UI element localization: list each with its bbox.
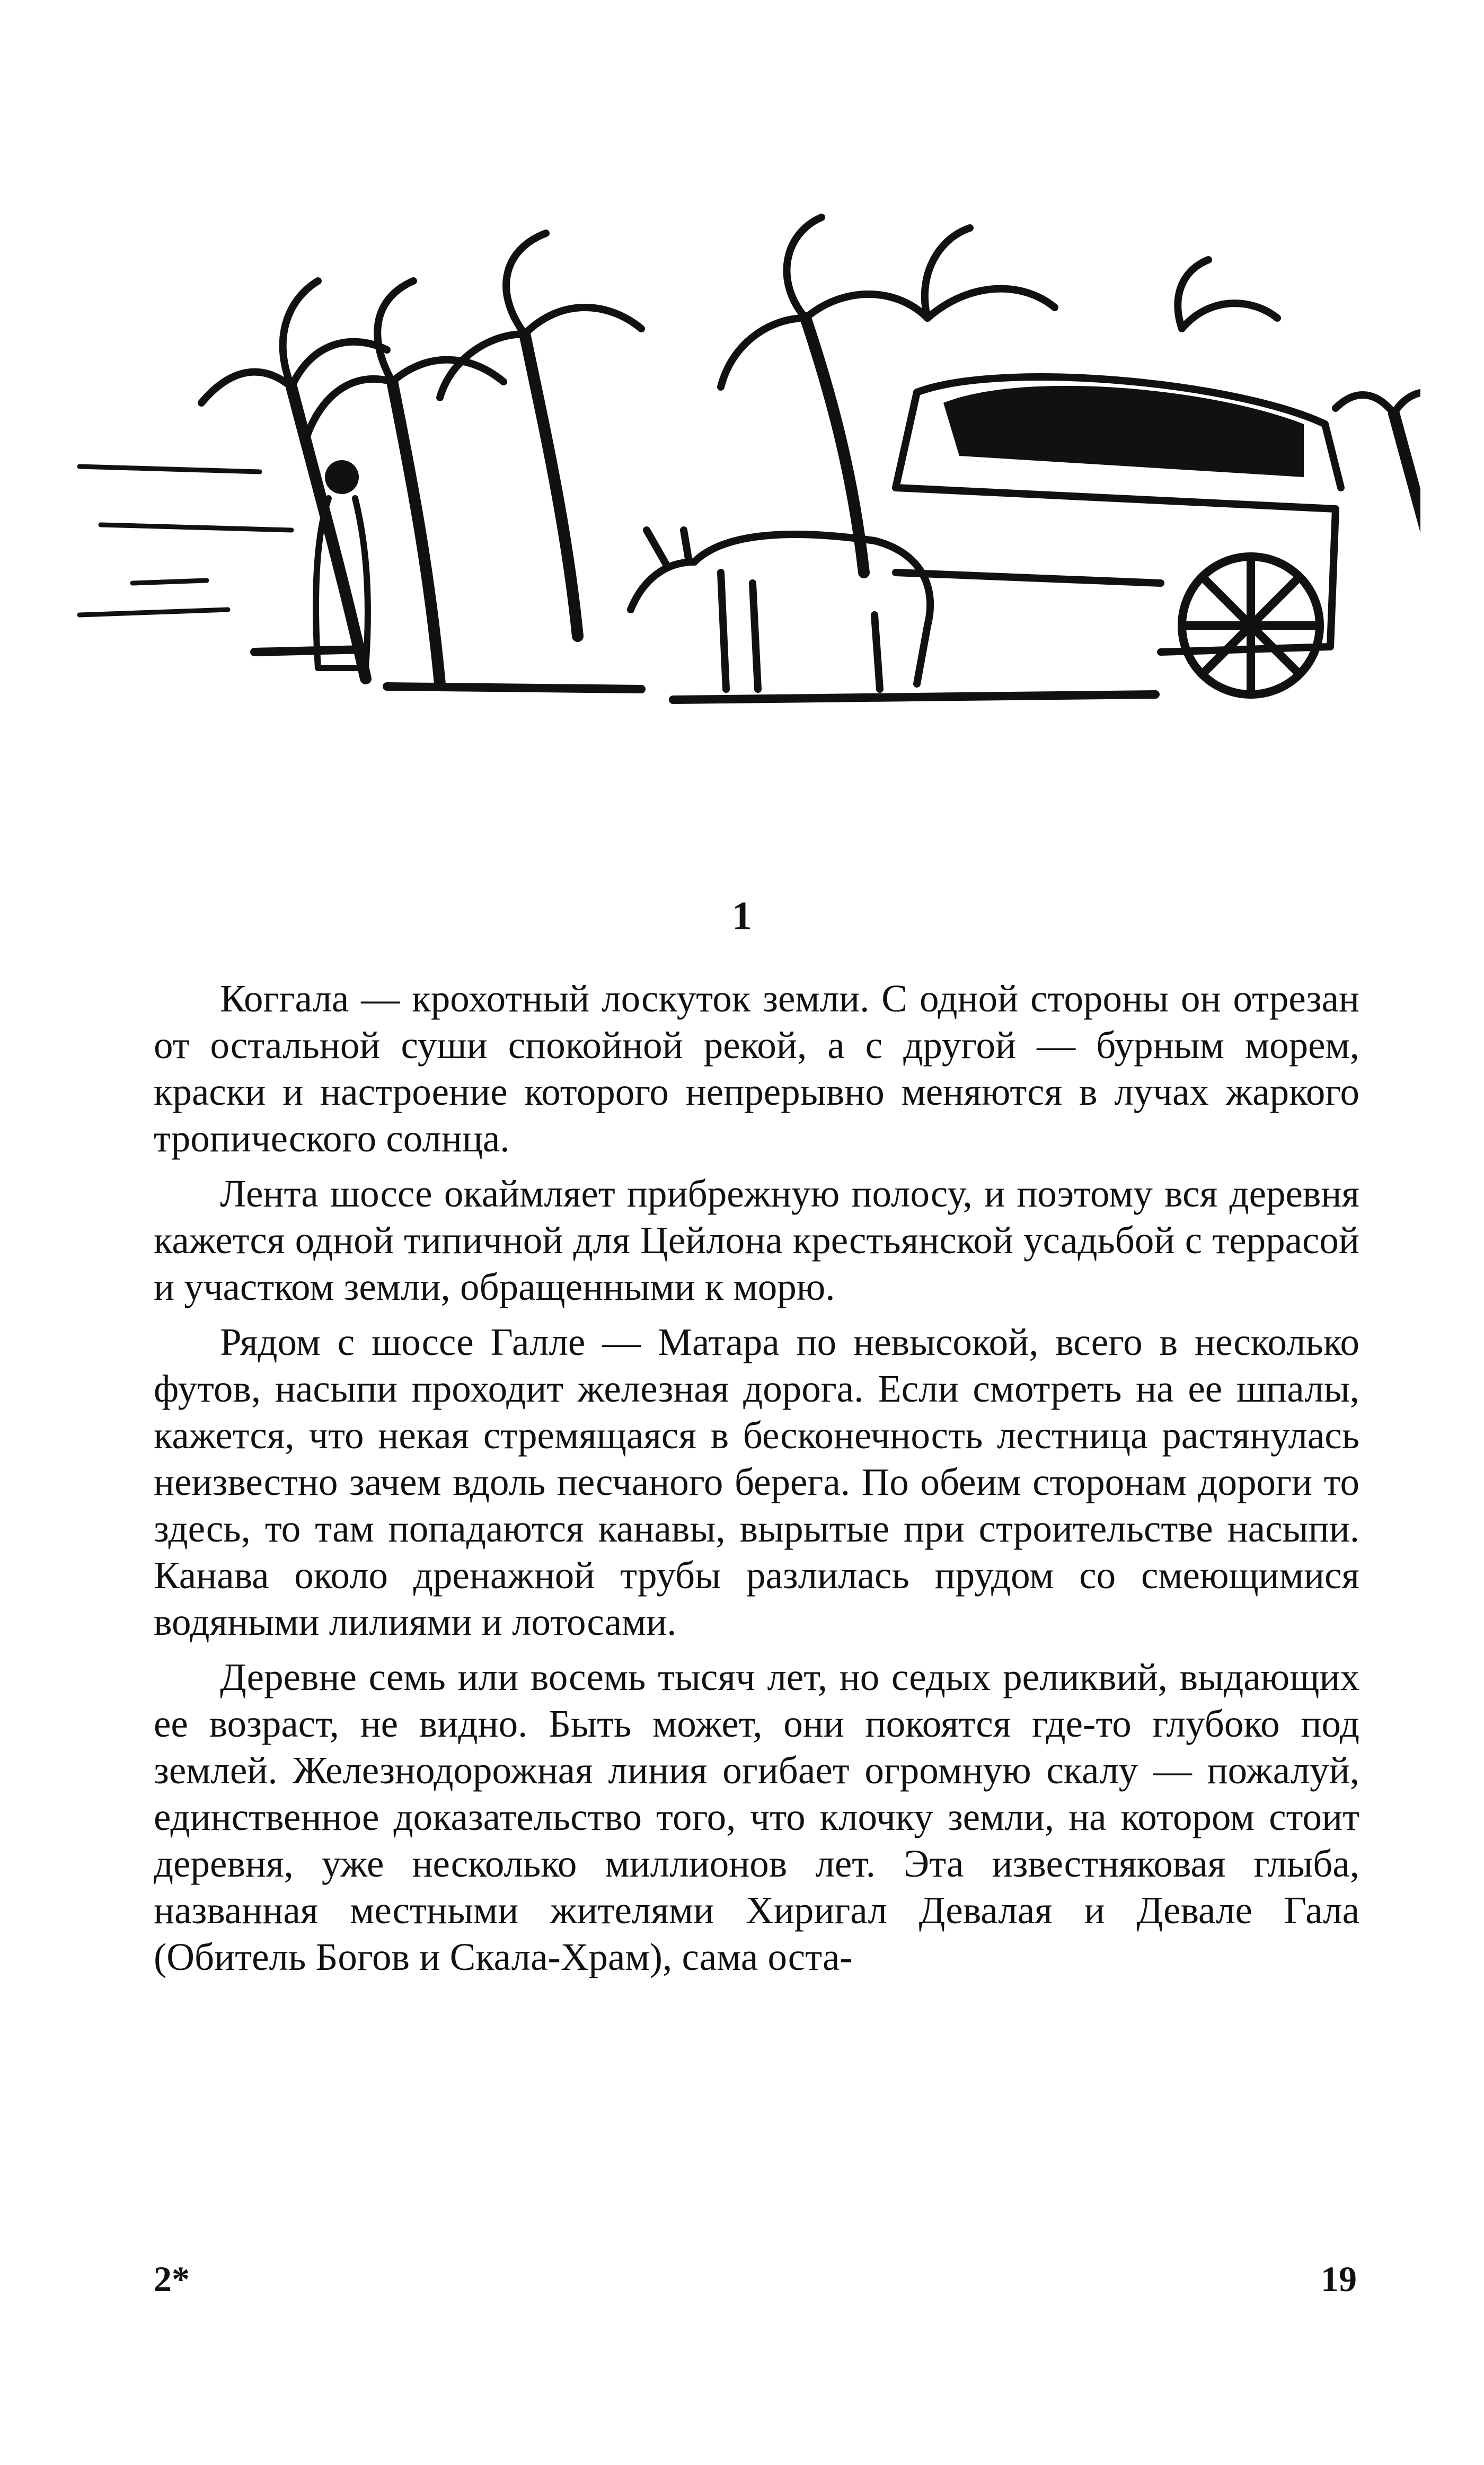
paragraph-2: Лента шоссе окаймляет прибрежную полосу, и поэтому вся деревня кажется одной типичной для Цейлона крестьянской усадьбой с террасой и участком земли, обращенными к морю. <box>154 1172 1359 1308</box>
text-body <box>154 975 1359 1989</box>
cart-wheel <box>1182 557 1320 694</box>
paragraph-4: Деревне семь или восемь тысяч лет, но седых реликвий, выдающих ее возраст, не видно. Быть может, они покоятся где-то глубоко под землей. Железнодорожная линия огибает огромную скалу — пожалуй, единственное доказательство того, что клочку земли, на котором стоит деревня, уже несколько миллионов лет. Эта известняковая глыба, названная местными жителями Хиригал Девалая и Девале Гала (Обитель Богов и Скала-Храм), сама оста- <box>154 1656 1359 1978</box>
sea-horizon-lines <box>80 466 292 615</box>
page-number: 19 <box>1321 2259 1357 2299</box>
signature-mark: 2* <box>154 2259 190 2299</box>
paragraph-1: Коггала — крохотный лоскуток земли. С одной стороны он отрезан от остальной суши спокойной рекой, а с другой — бурным морем, краски и настроение которого непрерывно меняются в лучах жаркого тропического солнца. <box>154 977 1359 1160</box>
ground-lines <box>254 649 1155 700</box>
chapter-illustration <box>69 159 1420 716</box>
person-head <box>325 460 359 494</box>
ox <box>631 530 930 689</box>
paragraph-3: Рядом с шоссе Галле — Матара по невысокой, всего в несколько футов, насыпи проходит железная дорога. Если смотреть на ее шпалы, кажется, что некая стремящаяся в бесконечность лестница растянулась неизвестно зачем вдоль песчаного берега. По обеим сторонам дороги то здесь, то там попадаются канавы, вырытые при строительстве насыпи. Канава около дренажной трубы разлилась прудом со смеющимися водяными лилиями и лотосами. <box>154 1320 1359 1643</box>
chapter-number: 1 <box>732 894 752 938</box>
